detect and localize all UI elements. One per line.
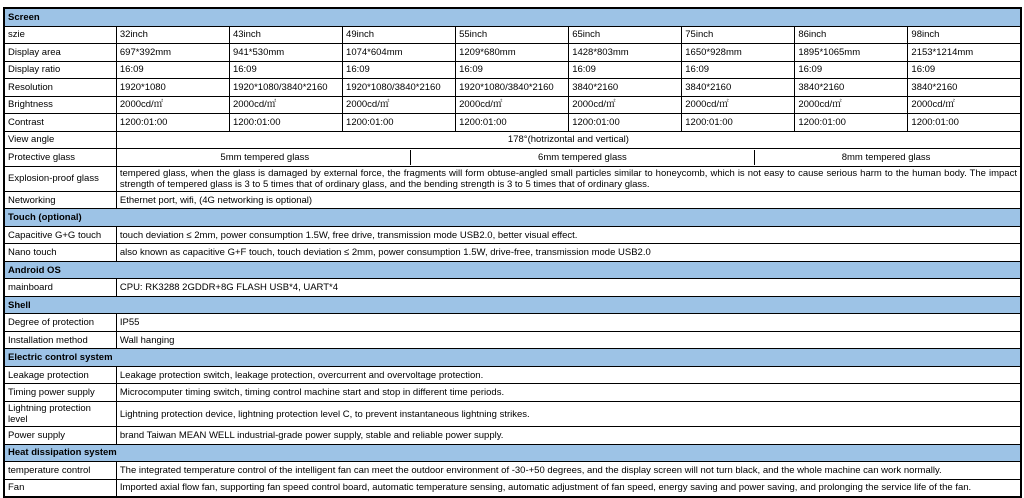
table-row: [4, 114, 1021, 132]
section-row: [4, 349, 1021, 367]
table-row: [4, 61, 1021, 79]
spec-cell: 86inch: [795, 26, 908, 44]
spec-cell: 8mm tempered glass: [754, 150, 1017, 165]
spec-cell: 16:09: [456, 61, 569, 79]
row-label-lightning-protection-level: Lightning protection level: [4, 401, 116, 426]
section-row: [4, 261, 1021, 279]
row-label-capacitive-g-g-touch: Capacitive G+G touch: [4, 226, 116, 244]
table-row: [4, 96, 1021, 114]
section-row: [4, 8, 1021, 26]
table-row: [4, 79, 1021, 97]
spec-cell: 1200:01:00: [908, 114, 1021, 132]
spec-cell: 2000cd/㎡: [456, 96, 569, 114]
spec-cell: 2000cd/㎡: [343, 96, 456, 114]
table-row: [4, 191, 1021, 209]
row-label-fan: Fan: [4, 479, 116, 497]
spec-cell: The integrated temperature control of the intelligent fan can meet the outdoor environment of -30-+50 degrees, and the display screen will not turn black, and the whole machine can work normally.: [116, 462, 1021, 480]
table-row: [4, 401, 1021, 426]
spec-cell: 16:09: [682, 61, 795, 79]
spec-cell: Imported axial flow fan, supporting fan speed control board, automatic temperature sensing, automatic adjustment of fan speed, energy saving and power saving, and prolonging the service life of the fan.: [116, 479, 1021, 497]
table-row: [4, 149, 1021, 167]
spec-cell: also known as capacitive G+F touch, touch deviation ≤ 2mm, power consumption 1.5W, drive-free, transmission mode USB2.0: [116, 244, 1021, 262]
section-row: [4, 444, 1021, 462]
section-header-shell: Shell: [4, 296, 1021, 314]
table-row: [4, 462, 1021, 480]
spec-cell: 6mm tempered glass: [410, 150, 754, 165]
table-row: [4, 226, 1021, 244]
row-label-explosion-proof-glass: Explosion-proof glass: [4, 166, 116, 191]
table-row: [4, 44, 1021, 62]
spec-cell: 16:09: [229, 61, 342, 79]
spec-cell: 2000cd/㎡: [908, 96, 1021, 114]
spec-cell: 43inch: [229, 26, 342, 44]
row-label-view-angle: View angle: [4, 131, 116, 149]
spec-cell: CPU: RK3288 2GDDR+8G FLASH USB*4, UART*4: [116, 279, 1021, 297]
spec-cell: 16:09: [343, 61, 456, 79]
spec-cell: 55inch: [456, 26, 569, 44]
table-row: [4, 427, 1021, 445]
spec-cell: 2000cd/㎡: [229, 96, 342, 114]
spec-table: [3, 7, 1022, 498]
spec-cell: touch deviation ≤ 2mm, power consumption 1.5W, free drive, transmission mode USB2.0, better visual effect.: [116, 226, 1021, 244]
row-label-leakage-protection: Leakage protection: [4, 366, 116, 384]
row-label-nano-touch: Nano touch: [4, 244, 116, 262]
table-row: [4, 479, 1021, 497]
spec-cell: tempered glass, when the glass is damaged by external force, the fragments will form obtuse-angled small particles similar to honeycomb, which is not easy to cause serious harm to the human body. The impact strength of tempered glass is 3 to 5 times that of ordinary glass, and the bending strength is 3 to 5 times that of ordinary glass.: [116, 166, 1021, 191]
spec-cell: 3840*2160: [908, 79, 1021, 97]
table-row: [4, 331, 1021, 349]
section-header-electric-control-system: Electric control system: [4, 349, 1021, 367]
section-header-heat-dissipation-system: Heat dissipation system: [4, 444, 1021, 462]
section-header-touch-optional: Touch (optional): [4, 209, 1021, 227]
table-row: [4, 166, 1021, 191]
spec-cell: 1200:01:00: [456, 114, 569, 132]
section-header-screen: Screen: [4, 8, 1021, 26]
spec-cell: 3840*2160: [795, 79, 908, 97]
spec-cell: Microcomputer timing switch, timing control machine start and stop in different time periods.: [116, 384, 1021, 402]
spec-cell: 1920*1080/3840*2160: [343, 79, 456, 97]
spec-cell: Ethernet port, wifi, (4G networking is optional): [116, 191, 1021, 209]
row-label-contrast: Contrast: [4, 114, 116, 132]
table-row: [4, 244, 1021, 262]
row-label-display-area: Display area: [4, 44, 116, 62]
row-label-szie: szie: [4, 26, 116, 44]
row-label-timing-power-supply: Timing power supply: [4, 384, 116, 402]
merged-cell-group: [120, 150, 1017, 165]
table-row: [4, 366, 1021, 384]
row-label-power-supply: Power supply: [4, 427, 116, 445]
row-label-brightness: Brightness: [4, 96, 116, 114]
spec-cell: IP55: [116, 314, 1021, 332]
spec-cell: 2000cd/㎡: [682, 96, 795, 114]
spec-cell: 1920*1080: [116, 79, 229, 97]
spec-cell: 98inch: [908, 26, 1021, 44]
spec-cell: 3840*2160: [682, 79, 795, 97]
row-label-mainboard: mainboard: [4, 279, 116, 297]
spec-cell: 1200:01:00: [343, 114, 456, 132]
spec-cell: 16:09: [116, 61, 229, 79]
spec-cell: Lightning protection device, lightning protection level C, to prevent instantaneous lightning strikes.: [116, 401, 1021, 426]
spec-cell: Wall hanging: [116, 331, 1021, 349]
spec-cell: 49inch: [343, 26, 456, 44]
row-label-resolution: Resolution: [4, 79, 116, 97]
table-row: [4, 279, 1021, 297]
spec-cell: brand Taiwan MEAN WELL industrial-grade power supply, stable and reliable power supply.: [116, 427, 1021, 445]
spec-cell: 1920*1080/3840*2160: [456, 79, 569, 97]
spec-cell: 1074*604mm: [343, 44, 456, 62]
section-row: [4, 296, 1021, 314]
spec-cell: 1200:01:00: [682, 114, 795, 132]
row-label-installation-method: Installation method: [4, 331, 116, 349]
spec-cell: 1209*680mm: [456, 44, 569, 62]
spec-cell: 1428*803mm: [569, 44, 682, 62]
spec-cell: 2000cd/㎡: [795, 96, 908, 114]
spec-cell: Leakage protection switch, leakage protection, overcurrent and overvoltage protection.: [116, 366, 1021, 384]
spec-cell: 32inch: [116, 26, 229, 44]
spec-cell: 1200:01:00: [116, 114, 229, 132]
row-label-temperature-control: temperature control: [4, 462, 116, 480]
spec-cell: 2153*1214mm: [908, 44, 1021, 62]
spec-cell: 1200:01:00: [795, 114, 908, 132]
spec-cell: 3840*2160: [569, 79, 682, 97]
spec-cell: 65inch: [569, 26, 682, 44]
spec-cell: 2000cd/㎡: [569, 96, 682, 114]
spec-cell: 16:09: [795, 61, 908, 79]
row-label-protective-glass: Protective glass: [4, 149, 116, 167]
spec-cell: 1895*1065mm: [795, 44, 908, 62]
spec-cell-group: [116, 149, 1021, 167]
spec-cell: 2000cd/㎡: [116, 96, 229, 114]
spec-cell: 1200:01:00: [229, 114, 342, 132]
spec-cell: 1650*928mm: [682, 44, 795, 62]
table-row: [4, 314, 1021, 332]
spec-cell: 1920*1080/3840*2160: [229, 79, 342, 97]
spec-cell: 941*530mm: [229, 44, 342, 62]
spec-cell: 178°(hotrizontal and vertical): [116, 131, 1021, 149]
row-label-degree-of-protection: Degree of protection: [4, 314, 116, 332]
spec-cell: 1200:01:00: [569, 114, 682, 132]
row-label-networking: Networking: [4, 191, 116, 209]
section-row: [4, 209, 1021, 227]
table-row: [4, 26, 1021, 44]
table-row: [4, 131, 1021, 149]
spec-cell: 16:09: [908, 61, 1021, 79]
row-label-display-ratio: Display ratio: [4, 61, 116, 79]
table-row: [4, 384, 1021, 402]
section-header-android-os: Android OS: [4, 261, 1021, 279]
spec-cell: 5mm tempered glass: [220, 151, 310, 163]
spec-cell: 697*392mm: [116, 44, 229, 62]
spec-cell: 75inch: [682, 26, 795, 44]
spec-cell: 16:09: [569, 61, 682, 79]
